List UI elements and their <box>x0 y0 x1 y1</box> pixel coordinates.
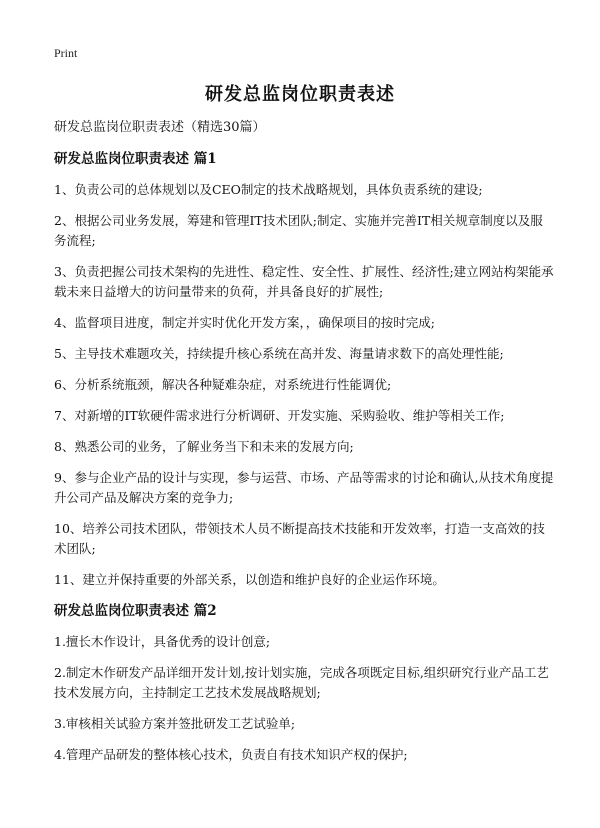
document-body <box>54 118 554 776</box>
section-heading-2: 研发总监岗位职责表述 篇2 <box>54 603 217 619</box>
duty-item: 9、参与企业产品的设计与实现，参与运营、市场、产品等需求的讨论和确认,从技术角度提升公司产品及解决方案的竞争力; <box>54 470 554 505</box>
duty-item: 2、根据公司业务发展，筹建和管理IT技术团队;制定、实施并完善IT相关规章制度以及服务流程; <box>54 213 543 248</box>
duty-item: 8、熟悉公司的业务，了解业务当下和未来的发展方向; <box>54 439 354 454</box>
document-title: 研发总监岗位职责表述 <box>205 84 395 105</box>
duty-item: 5、主导技术难题攻关，持续提升核心系统在高并发、海量请求数下的高处理性能; <box>54 346 504 361</box>
duty-item: 2.制定木作研发产品详细开发计划,按计划实施，完成各项既定目标,组织研究行业产品工艺技术发展方向，主持制定工艺技术发展战略规划; <box>54 665 549 700</box>
duty-item: 10、培养公司技术团队，带领技术人员不断提高技术技能和开发效率，打造一支高效的技术团队; <box>54 521 545 556</box>
section-heading-1: 研发总监岗位职责表述 篇1 <box>54 151 217 167</box>
duty-item: 7、对新增的IT软硬件需求进行分析调研、开发实施、采购验收、维护等相关工作; <box>54 408 505 423</box>
duty-item: 4.管理产品研发的整体核心技术，负责自有技术知识产权的保护; <box>54 747 408 762</box>
duty-item: 1.擅长木作设计，具备优秀的设计创意; <box>54 634 271 649</box>
document-subtitle: 研发总监岗位职责表述（精选30篇） <box>54 120 266 135</box>
duty-item: 6、分析系统瓶颈，解决各种疑难杂症，对系统进行性能调优; <box>54 377 392 392</box>
duty-item: 1、负责公司的总体规划以及CEO制定的技术战略规划，具体负责系统的建设; <box>54 182 483 197</box>
print-label: Print <box>54 46 78 60</box>
duty-item: 3、负责把握公司技术架构的先进性、稳定性、安全性、扩展性、经济性;建立网站构架能承载未来日益增大的访问量带来的负荷，并具备良好的扩展性; <box>54 264 554 299</box>
duty-item: 11、建立并保持重要的外部关系，以创造和维护良好的企业运作环境。 <box>54 572 445 587</box>
duty-item: 4、监督项目进度，制定并实时优化开发方案，，确保项目的按时完成; <box>54 315 435 330</box>
duty-item: 3.审核相关试验方案并签批研发工艺试验单; <box>54 716 296 731</box>
